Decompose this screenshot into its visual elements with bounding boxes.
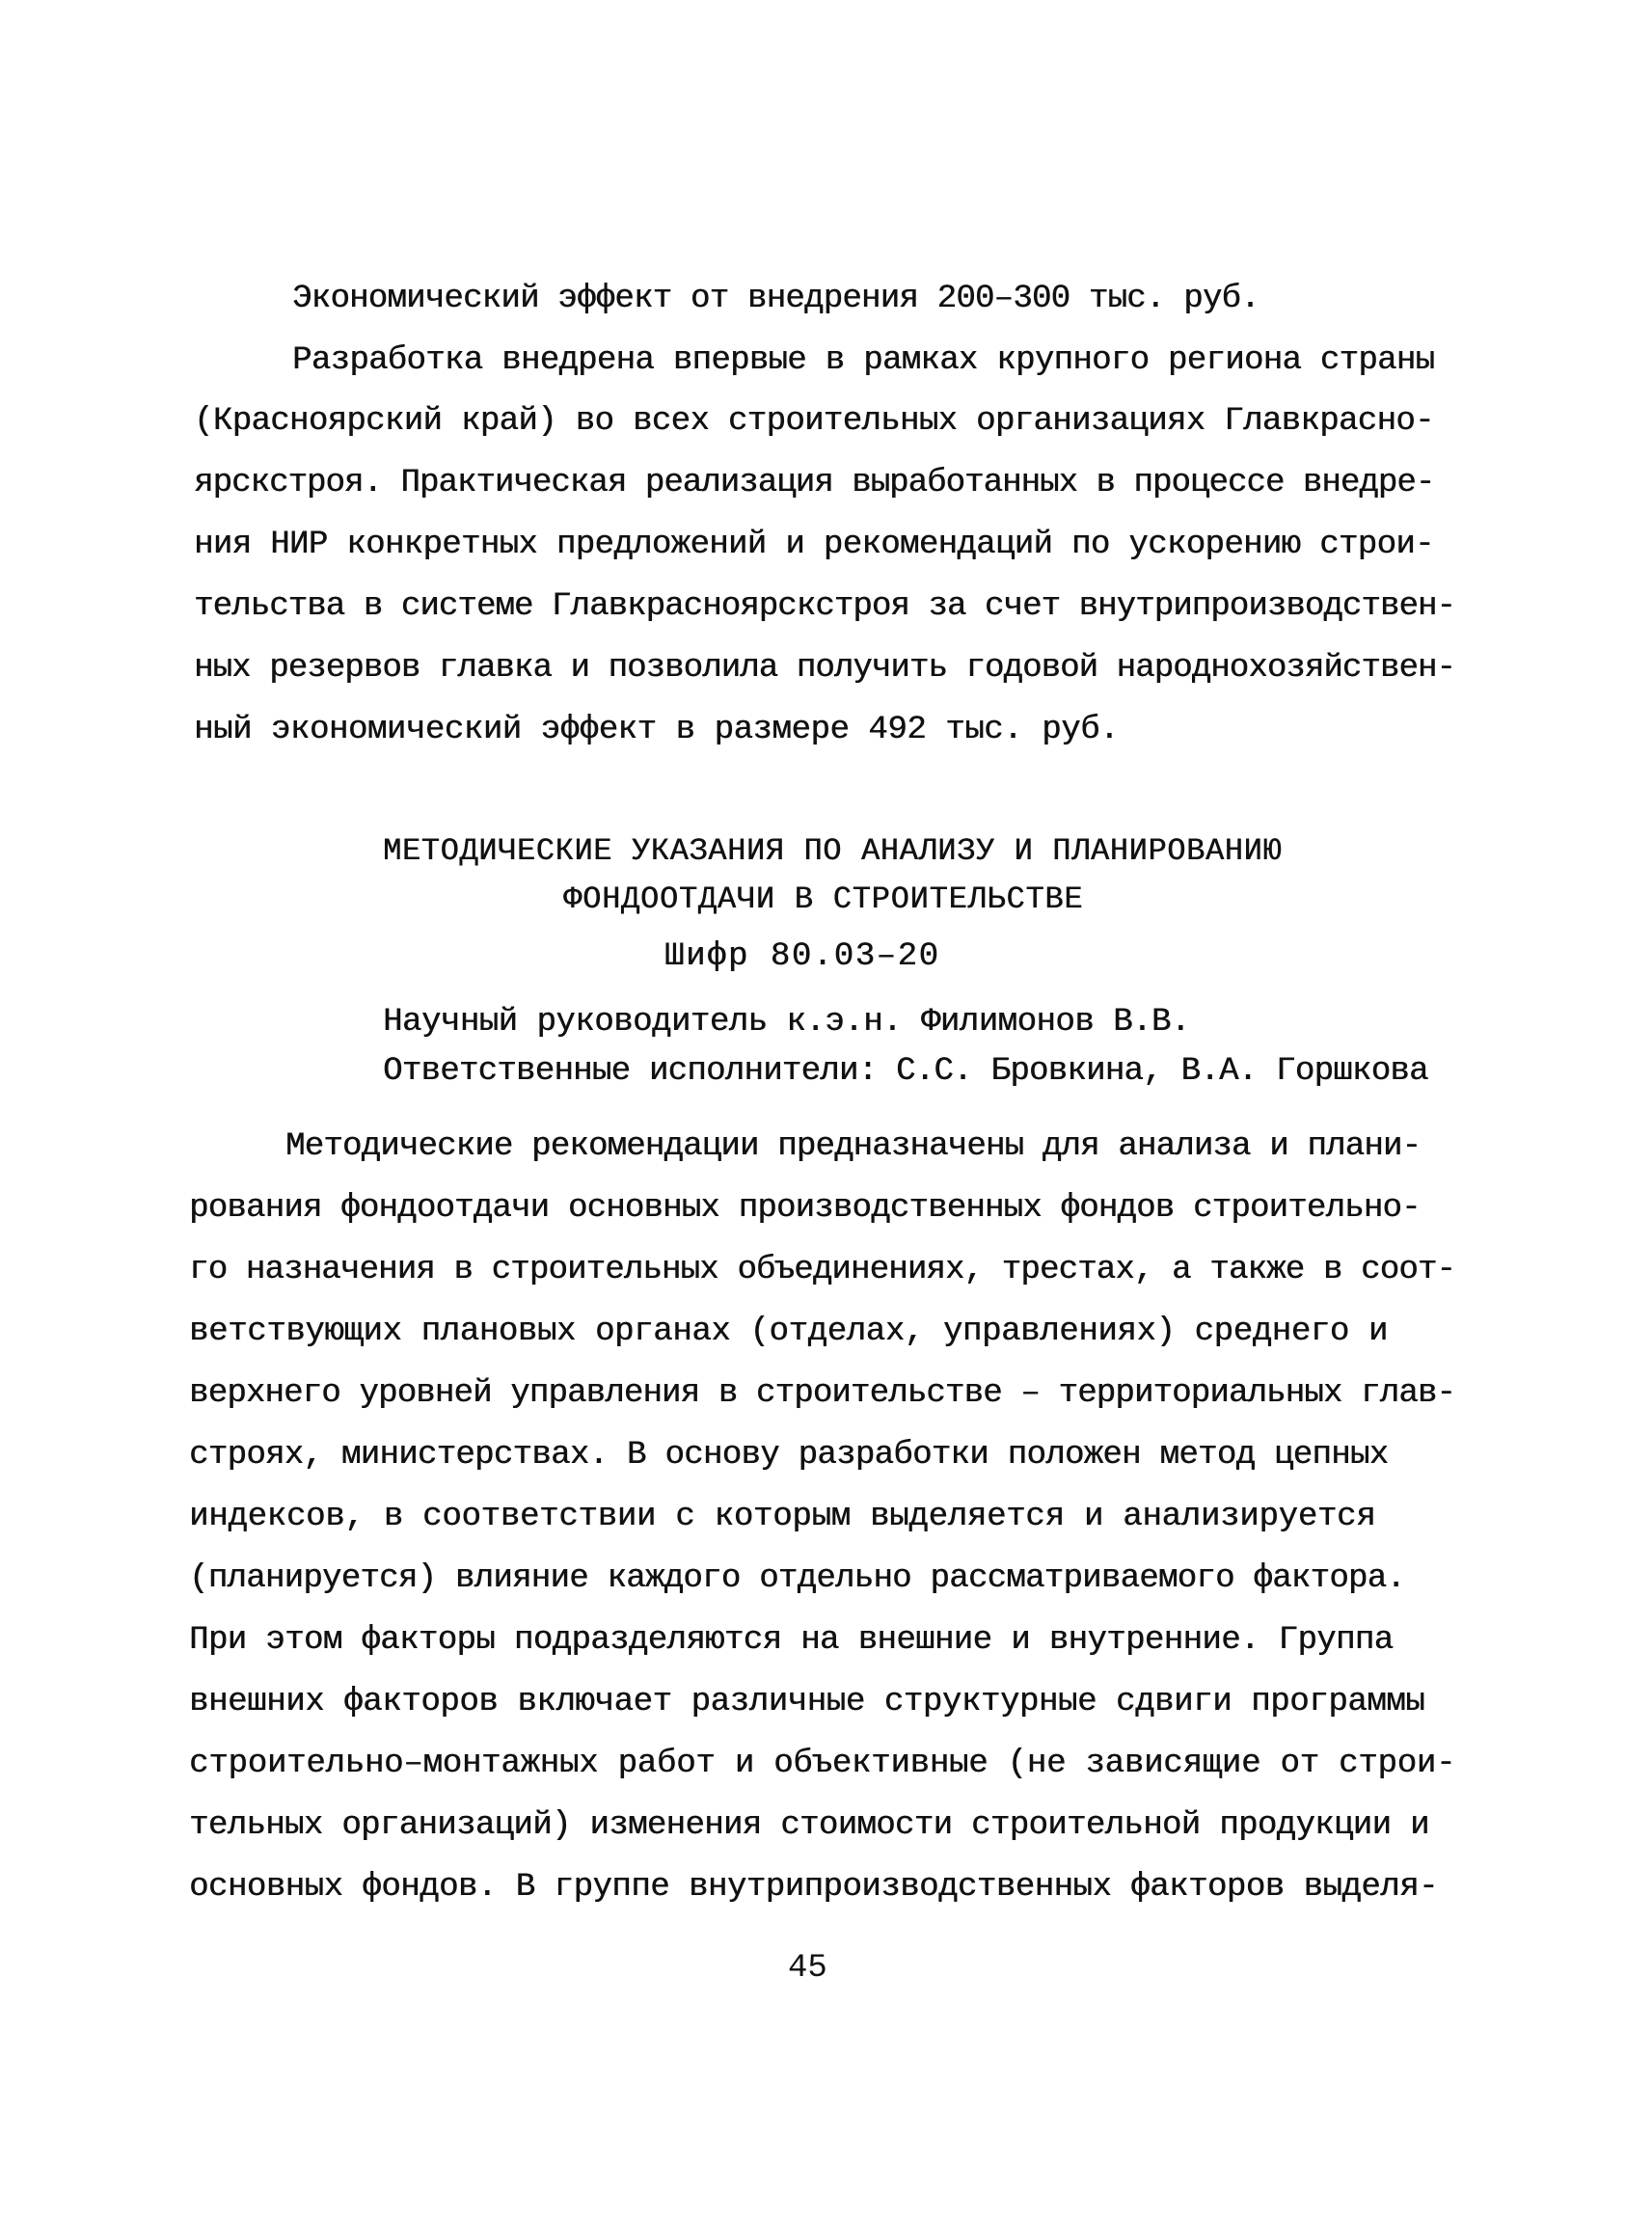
text-line: внешних факторов включает различные структурные сдвиги программы (189, 1684, 1425, 1720)
text-line: Методические рекомендации предназначены для анализа и плани- (285, 1128, 1422, 1165)
text-line: индексов, в соответствии с которым выделяется и анализируется (189, 1499, 1376, 1535)
text-line: строях, министерствах. В основу разработки положен метод цепных (189, 1437, 1389, 1474)
text-line: го назначения в строительных объединениях, трестах, а также в соот- (189, 1252, 1456, 1288)
page-number: 45 (788, 1950, 827, 1987)
text-line: Экономический эффект от внедрения 200–300 тыс. руб. (292, 281, 1259, 317)
section-title-line: ФОНДООТДАЧИ В СТРОИТЕЛЬСТВЕ (563, 881, 1084, 917)
text-line: ярскстроя. Практическая реализация выработанных в процессе внедре- (194, 465, 1435, 501)
scientific-supervisor: Научный руководитель к.э.н. Филимонов В.В. (383, 1004, 1190, 1041)
text-line: основных фондов. В группе внутрипроизводственных факторов выделя- (189, 1869, 1438, 1906)
text-line: верхнего уровней управления в строительстве – территориальных глав- (189, 1375, 1456, 1412)
text-line: Разработка внедрена впервые в рамках крупного региона страны (292, 342, 1435, 379)
text-line: ный экономический эффект в размере 492 тыс. руб. (194, 712, 1120, 748)
text-line: тельства в системе Главкрасноярскстроя за счет внутрипроизводствен- (194, 588, 1455, 625)
text-line: При этом факторы подразделяются на внешние и внутренние. Группа (189, 1622, 1394, 1659)
section-title-line: МЕТОДИЧЕСКИЕ УКАЗАНИЯ ПО АНАЛИЗУ И ПЛАНИРОВАНИЮ (383, 833, 1283, 869)
research-code: Шифр 80.03–20 (664, 938, 940, 975)
responsible-executors: Ответственные исполнители: С.С. Бровкина, В.А. Горшкова (383, 1053, 1428, 1090)
text-line: ных резервов главка и позволила получить годовой народнохозяйствен- (194, 650, 1455, 687)
text-line: тельных организаций) изменения стоимости строительной продукции и (189, 1807, 1429, 1844)
text-line: (Красноярский край) во всех строительных организациях Главкрасно- (194, 403, 1434, 440)
text-line: ветствующих плановых органах (отделах, управлениях) среднего и (189, 1314, 1388, 1350)
text-line: (планируется) влияние каждого отдельно рассматриваемого фактора. (189, 1560, 1406, 1597)
text-line: строительно–монтажных работ и объективные (не зависящие от строи- (189, 1746, 1456, 1782)
text-line: рования фондоотдачи основных производственных фондов строительно- (189, 1190, 1421, 1227)
text-line: ния НИР конкретных предложений и рекомендаций по ускорению строи- (194, 527, 1434, 563)
